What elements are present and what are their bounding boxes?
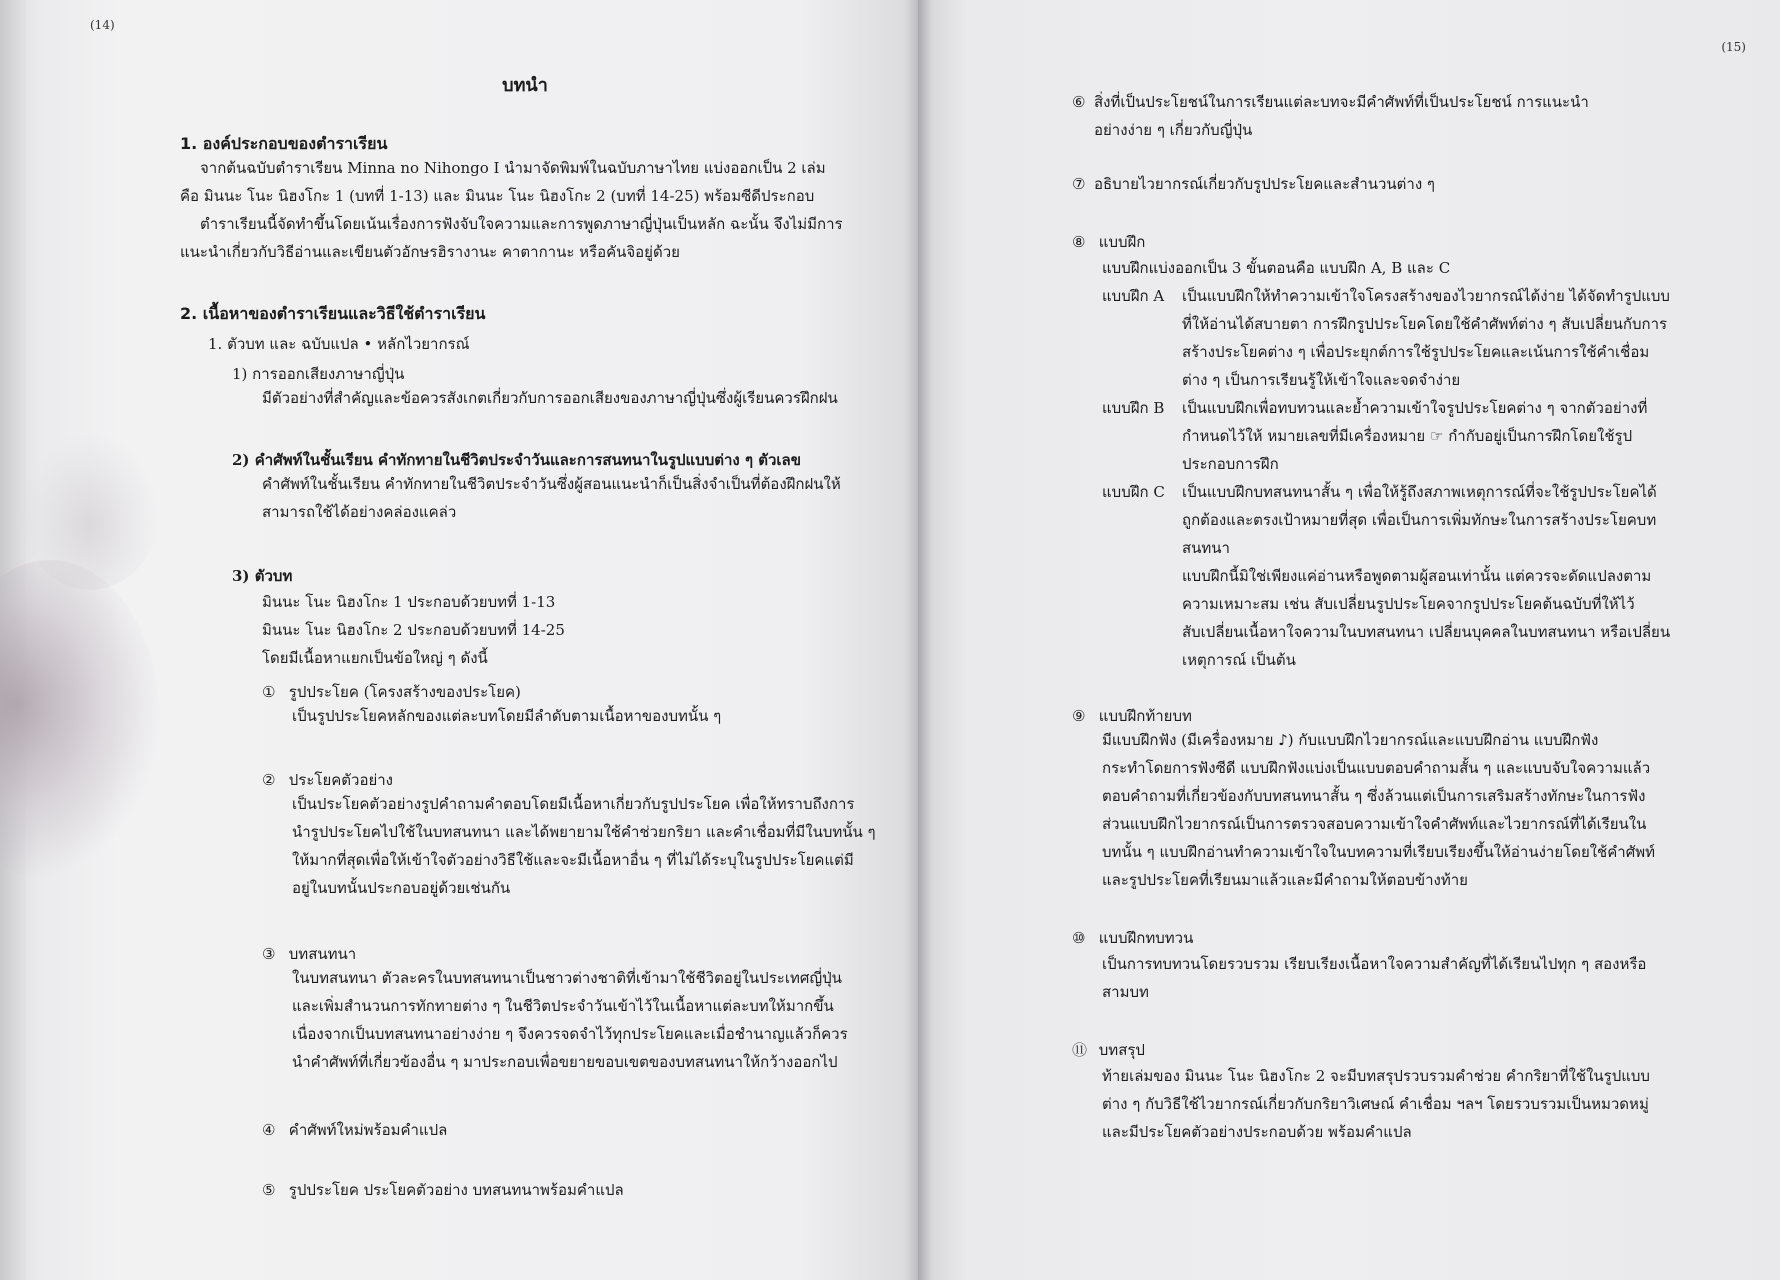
circled-item	[1072, 170, 1435, 198]
section-heading: 1. องค์ประกอบของตำราเรียน	[180, 134, 388, 153]
item-text: อธิบายไวยากรณ์เกี่ยวกับรูปประโยคและสำนวนต่าง ๆ	[1094, 175, 1435, 193]
exercise-label: แบบฝึก B	[1102, 399, 1165, 417]
text-line: ประกอบการฝึก	[1182, 455, 1279, 473]
text-line: เป็นรูปประโยคหลักของแต่ละบทโดยมีลำดับตามเนื้อหาของบทนั้น ๆ	[292, 707, 722, 725]
circled-number: ②	[262, 771, 276, 789]
item-label: แบบฝึกทบทวน	[1098, 929, 1194, 947]
text-line: กระทำโดยการฟังซีดี แบบฝึกฟังแบ่งเป็นแบบตอบคำถามสั้น ๆ และแบบจับใจความแล้ว	[1102, 759, 1651, 777]
text-line: แนะนำเกี่ยวกับวิธีอ่านและเขียนตัวอักษรฮิรางานะ คาตากานะ หรือคันจิอยู่ด้วย	[180, 243, 680, 261]
text-line: สร้างประโยคต่าง ๆ เพื่อประยุกต์การใช้รูปประโยคและเน้นการใช้คำเชื่อม	[1182, 343, 1650, 361]
text-line: มินนะ โนะ นิฮงโกะ 1 ประกอบด้วยบทที่ 1-13	[262, 593, 556, 611]
circled-number: ④	[262, 1121, 276, 1139]
item-label: รูปประโยค ประโยคตัวอย่าง บทสนทนาพร้อมคำแปล	[288, 1181, 624, 1199]
text-line: สามารถใช้ได้อย่างคล่องแคล่ว	[262, 503, 457, 521]
circled-item-title	[262, 1118, 447, 1142]
item-body	[262, 384, 838, 412]
text-line: อยู่ในบทนั้นประกอบอยู่ด้วยเช่นกัน	[292, 879, 511, 897]
circled-number: ⑤	[262, 1181, 276, 1199]
item-body	[262, 470, 841, 526]
text-line: จากต้นฉบับตำราเรียน Minna no Nihongo I นำมาจัดพิมพ์ในฉบับภาษาไทย แบ่งออกเป็น 2 เล่ม	[200, 159, 826, 177]
circled-number: ⑪	[1072, 1041, 1088, 1059]
item-label: บทสนทนา	[288, 945, 357, 963]
exercise-row	[1102, 394, 1722, 478]
text-line	[1072, 170, 1435, 198]
circled-number: ⑥	[1072, 93, 1086, 111]
section-heading: 2. เนื้อหาของตำราเรียนและวิธีใช้ตำราเรียน	[180, 304, 486, 323]
circled-number: ⑦	[1072, 175, 1086, 193]
text-line: ในบทสนทนา ตัวละครในบทสนทนาเป็นชาวต่างชาติที่เข้ามาใช้ชีวิตอยู่ในประเทศญี่ปุ่น	[292, 969, 842, 987]
text-line: สามบท	[1102, 983, 1149, 1001]
text-line: ส่วนแบบฝึกไวยากรณ์เป็นการตรวจสอบความเข้าใจคำศัพท์และไวยากรณ์ที่ได้เรียนใน	[1102, 815, 1647, 833]
text-line: นำคำศัพท์ที่เกี่ยวข้องอื่น ๆ มาประกอบเพื่อขยายขอบเขตของบทสนทนาให้กว้างออกไป	[292, 1053, 838, 1071]
item-body	[292, 790, 876, 902]
item-body	[262, 588, 565, 672]
text-line: มินนะ โนะ นิฮงโกะ 2 ประกอบด้วยบทที่ 14-25	[262, 621, 565, 639]
page-number: (14)	[90, 18, 115, 32]
text-line: ถูกต้องและตรงเป้าหมายที่สุด เพื่อเป็นการเพิ่มทักษะในการสร้างประโยคบท	[1182, 511, 1657, 529]
circled-number: ⑧	[1072, 233, 1086, 251]
text-line: คือ มินนะ โนะ นิฮงโกะ 1 (บทที่ 1-13) และ มินนะ โนะ นิฮงโกะ 2 (บทที่ 14-25) พร้อมซีดีประกอบ	[180, 187, 815, 205]
text-line	[1072, 88, 1589, 116]
text-line: ตอบคำถามที่เกี่ยวข้องกับบทสนทนาสั้น ๆ ซึ่งล้วนแต่เป็นการเสริมสร้างทักษะในการฟัง	[1102, 787, 1646, 805]
item-label: บทสรุป	[1098, 1041, 1145, 1059]
item-body	[1102, 950, 1646, 1006]
text-line: นำรูปประโยคไปใช้ในบทสนทนา และได้พยายามใช้คำช่วยกริยา และคำเชื่อมที่มีในบทนั้น ๆ	[292, 823, 876, 841]
text-line: ต่าง ๆ กับวิธีใช้ไวยากรณ์เกี่ยวกับกริยาวิเศษณ์ คำเชื่อม ฯลฯ โดยรวบรวมเป็นหมวดหมู่	[1102, 1095, 1649, 1113]
item-body	[1102, 726, 1655, 894]
circled-item-title	[1072, 1038, 1145, 1062]
text-line: บทนั้น ๆ แบบฝึกอ่านทำความเข้าใจในบทความที่เรียบเรียงขึ้นให้อ่านง่ายโดยใช้คำศัพท์	[1102, 843, 1655, 861]
text-line: ตำราเรียนนี้จัดทำขึ้นโดยเน้นเรื่องการฟังจับใจความและการพูดภาษาญี่ปุ่นเป็นหลัก ฉะนั้น จึงไม่มีการ	[200, 215, 843, 233]
text-line: มีตัวอย่างที่สำคัญและข้อควรสังเกตเกี่ยวกับการออกเสียงของภาษาญี่ปุ่นซึ่งผู้เรียนควรฝึกฝน	[262, 389, 838, 407]
circled-number: ⑩	[1072, 929, 1086, 947]
text-line: เป็นแบบฝึกบทสนทนาสั้น ๆ เพื่อให้รู้ถึงสภาพเหตุการณ์ที่จะใช้รูปประโยคได้	[1182, 483, 1657, 501]
text-line: แบบฝึกแบ่งออกเป็น 3 ขั้นตอนคือ แบบฝึก A, B และ C	[1102, 259, 1451, 277]
item-title: 1) การออกเสียงภาษาญี่ปุ่น	[232, 365, 405, 383]
paper-stain	[0, 560, 160, 880]
exercise-label: แบบฝึก C	[1102, 483, 1165, 501]
text-line: ให้มากที่สุดเพื่อให้เข้าใจตัวอย่างวิธีใช้และจะมีเนื้อหาอื่น ๆ ที่ไม่ได้ระบุในรูปประโยคแต่มี	[292, 851, 854, 869]
circled-item-title	[262, 942, 356, 966]
text-line: ที่ให้อ่านได้สบายตา การฝึกรูปประโยคโดยใช้คำศัพท์ต่าง ๆ สับเปลี่ยนกับการ	[1182, 315, 1668, 333]
item-title: 3) ตัวบท	[232, 567, 293, 585]
text-line: คำศัพท์ในชั้นเรียน คำทักทายในชีวิตประจำวันซึ่งผู้สอนแนะนำก็เป็นสิ่งจำเป็นที่ต้องฝึกฝนให้	[262, 475, 841, 493]
paragraph	[180, 154, 843, 266]
circled-item	[1072, 88, 1589, 144]
circled-item-title	[262, 768, 393, 792]
right-page	[918, 0, 1780, 1280]
text-line: และรูปประโยคที่เรียนมาแล้วและมีคำถามให้ตอบข้างท้าย	[1102, 871, 1468, 889]
item-label: แบบฝึกท้ายบท	[1098, 707, 1192, 725]
text-line: และมีประโยคตัวอย่างประกอบด้วย พร้อมคำแปล	[1102, 1123, 1412, 1141]
circled-number: ⑨	[1072, 707, 1086, 725]
page-number: (15)	[1721, 40, 1746, 54]
circled-item-title	[1072, 926, 1193, 950]
text-line: เป็นแบบฝึกเพื่อทบทวนและย้ำความเข้าใจรูปประโยคต่าง ๆ จากตัวอย่างที่	[1182, 399, 1648, 417]
exercise-body	[1182, 478, 1670, 674]
item-label: คำศัพท์ใหม่พร้อมคำแปล	[288, 1121, 448, 1139]
text-line: เหตุการณ์ เป็นต้น	[1182, 651, 1296, 669]
item-label: ประโยคตัวอย่าง	[288, 771, 394, 789]
text-line: และเพิ่มสำนวนการทักทายต่าง ๆ ในชีวิตประจำวันเข้าไว้ในเนื้อหาแต่ละบทให้มากขึ้น	[292, 997, 834, 1015]
circled-item-title	[1072, 230, 1145, 254]
text-line: อย่างง่าย ๆ เกี่ยวกับญี่ปุ่น	[1094, 121, 1253, 139]
text-line: เนื่องจากเป็นบทสนทนาอย่างง่าย ๆ จึงควรจดจำไว้ทุกประโยคและเมื่อชำนาญแล้วก็ควร	[292, 1025, 848, 1043]
exercise-row	[1102, 478, 1722, 674]
circled-number: ①	[262, 683, 276, 701]
item-body	[1102, 254, 1450, 282]
exercise-label: แบบฝึก A	[1102, 287, 1165, 305]
subsection-heading: 1. ตัวบท และ ฉบับแปล • หลักไวยากรณ์	[208, 335, 470, 353]
item-text: สิ่งที่เป็นประโยชน์ในการเรียนแต่ละบทจะมีคำศัพท์ที่เป็นประโยชน์ การแนะนำ	[1094, 93, 1589, 111]
text-line: เป็นประโยคตัวอย่างรูปคำถามคำตอบโดยมีเนื้อหาเกี่ยวกับรูปประโยค เพื่อให้ทราบถึงการ	[292, 795, 855, 813]
text-line: มีแบบฝึกฟัง (มีเครื่องหมาย ♪) กับแบบฝึกไวยากรณ์และแบบฝึกอ่าน แบบฝึกฟัง	[1102, 731, 1599, 749]
circled-item-title	[262, 1178, 624, 1202]
text-line: ต่าง ๆ เป็นการเรียนรู้ให้เข้าใจและจดจำง่าย	[1182, 371, 1461, 389]
item-title: 2) คำศัพท์ในชั้นเรียน คำทักทายในชีวิตประจำวันและการสนทนาในรูปแบบต่าง ๆ ตัวเลข	[232, 451, 801, 469]
item-body	[1102, 1062, 1650, 1146]
item-body	[292, 964, 848, 1076]
text-line: แบบฝึกนี้มิใช่เพียงแค่อ่านหรือพูดตามผู้สอนเท่านั้น แต่ควรจะดัดแปลงตาม	[1182, 567, 1652, 585]
exercise-row	[1102, 282, 1722, 394]
text-line: สนทนา	[1182, 539, 1230, 557]
text-line: กำหนดไว้ให้ หมายเลขที่มีเครื่องหมาย ☞ กำกับอยู่เป็นการฝึกโดยใช้รูป	[1182, 427, 1633, 445]
text-line: เป็นแบบฝึกให้ทำความเข้าใจโครงสร้างของไวยากรณ์ได้ง่าย ได้จัดทำรูปแบบ	[1182, 287, 1670, 305]
item-label: แบบฝึก	[1098, 233, 1146, 251]
item-body	[292, 702, 721, 730]
exercise-body	[1182, 282, 1670, 394]
text-line: เป็นการทบทวนโดยรวบรวม เรียบเรียงเนื้อหาใจความสำคัญที่ได้เรียนไปทุก ๆ สองหรือ	[1102, 955, 1647, 973]
circled-item-title	[1072, 704, 1192, 728]
text-line: สับเปลี่ยนเนื้อหาใจความในบทสนทนา เปลี่ยนบุคคลในบทสนทนา หรือเปลี่ยน	[1182, 623, 1671, 641]
circled-number: ③	[262, 945, 276, 963]
text-line: ความเหมาะสม เช่น สับเปลี่ยนรูปประโยคจากรูปประโยคต้นฉบับที่ให้ไว้	[1182, 595, 1635, 613]
page-title: บทนำ	[502, 75, 548, 96]
text-line: ท้ายเล่มของ มินนะ โนะ นิฮงโกะ 2 จะมีบทสรุปรวบรวมคำช่วย คำกริยาที่ใช้ในรูปแบบ	[1102, 1067, 1650, 1085]
circled-item-title	[262, 680, 521, 704]
text-line: โดยมีเนื้อหาแยกเป็นข้อใหญ่ ๆ ดังนี้	[262, 649, 488, 667]
item-label: รูปประโยค (โครงสร้างของประโยค)	[288, 683, 521, 701]
exercise-body	[1182, 394, 1647, 478]
